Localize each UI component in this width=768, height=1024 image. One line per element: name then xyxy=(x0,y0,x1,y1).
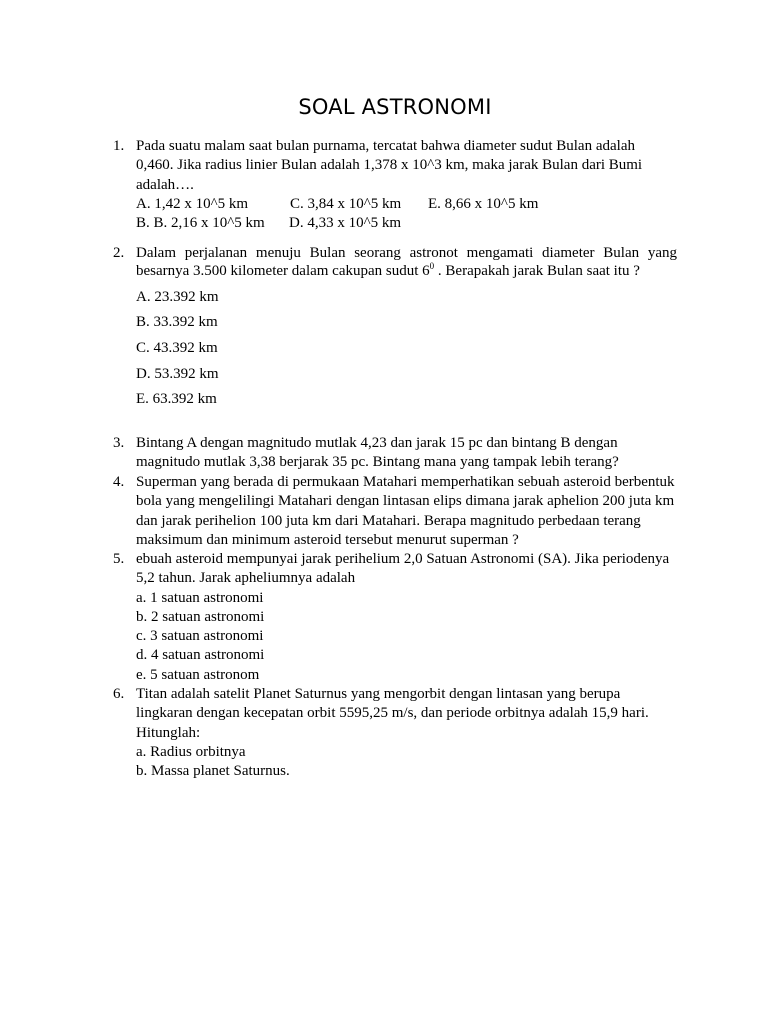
question-number: 6. xyxy=(113,686,125,702)
question-text-line: magnitudo mutlak 3,38 berjarak 35 pc. Bintang mana yang tampak lebih terang? xyxy=(136,454,619,471)
question-text: . Berapakah jarak Bulan saat itu ? xyxy=(434,263,640,279)
question-text-line: bola yang mengelilingi Matahari dengan lintasan elips dimana jarak aphelion 200 juta km xyxy=(136,493,675,510)
question-number: 5. xyxy=(113,551,125,567)
degree-superscript: 0 xyxy=(429,261,435,271)
question-number: 4. xyxy=(113,474,125,490)
question-6 xyxy=(113,685,677,781)
option-d: d. 4 satuan astronomi xyxy=(136,647,265,664)
option-c: C. 3,84 x 10^5 km xyxy=(290,195,402,212)
sub-question-b: b. Massa planet Saturnus. xyxy=(136,763,290,780)
option-e: E. 63.392 km xyxy=(136,391,217,407)
option-b: B. 33.392 km xyxy=(136,314,218,330)
question-text-line: ebuah asteroid mempunyai jarak perihelium 2,0 Satuan Astronomi (SA). Jika periodenya xyxy=(136,551,670,567)
option-e: E. 8,66 x 10^5 km xyxy=(428,195,539,212)
question-text-line: lingkaran dengan kecepatan orbit 5595,25 m/s, dan periode orbitnya adalah 15,9 hari. xyxy=(136,705,649,722)
option-d: D. 4,33 x 10^5 km xyxy=(289,215,402,232)
option-b: b. 2 satuan astronomi xyxy=(136,608,265,625)
page-title: SOAL ASTRONOMI xyxy=(298,95,492,119)
question-text-line: Titan adalah satelit Planet Saturnus yang mengorbit dengan lintasan yang berupa xyxy=(136,686,621,702)
option-a: A. 23.392 km xyxy=(136,289,219,305)
option-c: c. 3 satuan astronomi xyxy=(136,628,264,645)
option-c: C. 43.392 km xyxy=(136,340,218,356)
question-1 xyxy=(113,137,677,233)
question-text-line: Bintang A dengan magnitudo mutlak 4,23 dan jarak 15 pc dan bintang B dengan xyxy=(136,435,618,451)
options-row xyxy=(136,214,677,233)
question-3 xyxy=(113,434,677,473)
question-4 xyxy=(113,473,677,550)
options-row xyxy=(136,195,677,214)
question-number: 1. xyxy=(113,138,125,154)
question-text-line: 0,460. Jika radius linier Bulan adalah 1,378 x 10^3 km, maka jarak Bulan dari Bumi xyxy=(136,157,643,174)
sub-question-a: a. Radius orbitnya xyxy=(136,743,246,760)
option-a: A. 1,42 x 10^5 km xyxy=(136,195,249,212)
question-2 xyxy=(113,244,677,280)
question-number: 2. xyxy=(113,245,125,261)
question-text-line: maksimum dan minimum asteroid tersebut menurut superman ? xyxy=(136,531,519,548)
option-b: B. B. 2,16 x 10^5 km xyxy=(136,215,265,232)
question-5 xyxy=(113,550,677,685)
question-text: Dalam perjalanan menuju Bulan seorang astronot mengamati diameter Bulan yang besarnya 3.500 kilometer dalam cakupan sudut 6 xyxy=(136,245,677,279)
question-text-line: Pada suatu malam saat bulan purnama, tercatat bahwa diameter sudut Bulan adalah xyxy=(136,138,635,154)
option-d: D. 53.392 km xyxy=(136,366,219,382)
question-text-line: dan jarak perihelion 100 juta km dari Matahari. Berapa magnitudo perbedaan terang xyxy=(136,512,641,529)
question-text-line: Superman yang berada di permukaan Matahari memperhatikan sebuah asteroid berbentuk xyxy=(136,474,675,490)
question-text-line: 5,2 tahun. Jarak apheliumnya adalah xyxy=(136,570,356,587)
question-number: 3. xyxy=(113,435,125,451)
option-e: e. 5 satuan astronom xyxy=(136,666,260,683)
question-text-line: Hitunglah: xyxy=(136,724,201,741)
question-text-line: adalah…. xyxy=(136,176,194,193)
option-a: a. 1 satuan astronomi xyxy=(136,589,264,606)
